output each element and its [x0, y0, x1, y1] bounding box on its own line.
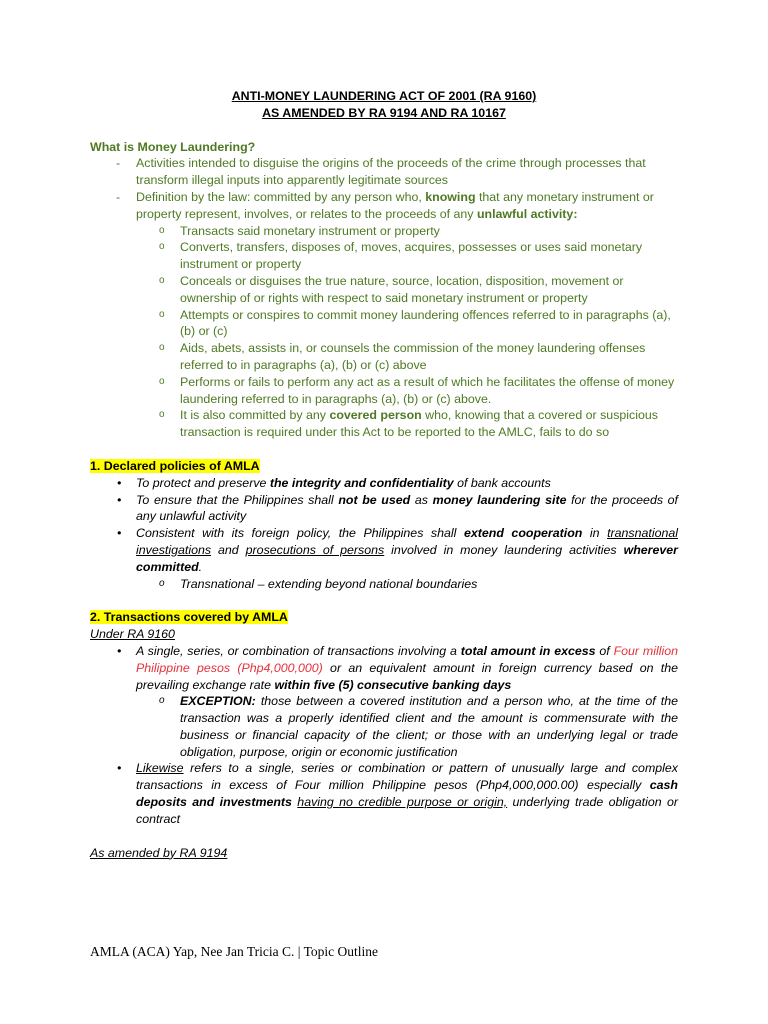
- transactions-list: [90, 643, 678, 693]
- list-item: o EXCEPTION: those between a covered institution and a person who, at the time of the transaction was a properly identified client and the amount is commensurate with the business or financial capacity of the client; or those with an underlying legal or trade obligation, purpose, origin or economic justification: [90, 693, 678, 760]
- list-item: • To protect and preserve the integrity and confidentiality of bank accounts: [90, 475, 678, 492]
- exception-list: [90, 693, 678, 760]
- section-policies: [90, 458, 678, 592]
- subheading-as-amended: As amended by RA 9194: [90, 845, 228, 860]
- section-heading-policies: 1. Declared policies of AMLA: [90, 458, 260, 473]
- transactions-list-2: [90, 760, 678, 827]
- subheading-under-ra-9160: Under RA 9160: [90, 627, 175, 642]
- list-item: o Transacts said monetary instrument or property: [90, 223, 678, 240]
- list-item: o Transnational – extending beyond national boundaries: [90, 576, 678, 593]
- section-heading-what-is: What is Money Laundering?: [90, 139, 256, 154]
- definition-list: [90, 155, 678, 222]
- list-item: • A single, series, or combination of transactions involving a total amount in excess of Four million Philippine pesos (Php4,000,000) or an equivalent amount in foreign currency based on the prevailing exchange rate within five (5) consecutive banking days: [90, 643, 678, 693]
- doc-title-line2: AS AMENDED BY RA 9194 AND RA 10167: [262, 105, 506, 120]
- list-item: • Consistent with its foreign policy, the Philippines shall extend cooperation in transnational investigations and prosecutions of persons involved in money laundering activities wherever committed.: [90, 525, 678, 575]
- policies-sublist: [90, 576, 678, 593]
- list-item: o Performs or fails to perform any act as a result of which he facilitates the offense of money laundering referred to in paragraphs (a), (b) or (c) above.: [90, 374, 678, 408]
- section-heading-transactions: 2. Transactions covered by AMLA: [90, 610, 288, 625]
- page-footer: AMLA (ACA) Yap, Nee Jan Tricia C. | Topic Outline: [90, 944, 379, 959]
- doc-title-line1: ANTI-MONEY LAUNDERING ACT OF 2001 (RA 9160): [231, 89, 537, 103]
- definition-item: - Activities intended to disguise the origins of the proceeds of the crime through processes that transform illegal inputs into apparently legitimate sources: [90, 155, 678, 189]
- policies-list: [90, 475, 678, 576]
- list-item: • To ensure that the Philippines shall not be used as money laundering site for the proceeds of any unlawful activity: [90, 492, 678, 526]
- list-item: o Aids, abets, assists in, or counsels the commission of the money laundering offenses referred to in paragraphs (a), (b) or (c) above: [90, 340, 678, 374]
- list-item: • Likewise refers to a single, series or combination or pattern of unusually large and complex transactions in excess of Four million Philippine pesos (Php4,000,000.00) especially cash deposits and investments having no credible purpose or origin, underlying trade obligation or contract: [90, 760, 678, 827]
- list-item: o Conceals or disguises the true nature, source, location, disposition, movement or ownership of or rights with respect to said monetary instrument or property: [90, 273, 678, 307]
- definition-item: - Definition by the law: committed by any person who, knowing that any monetary instrument or property represent, involves, or relates to the proceeds of any unlawful activity:: [90, 189, 678, 223]
- acts-list: [90, 223, 678, 441]
- list-item: o It is also committed by any covered person who, knowing that a covered or suspicious transaction is required under this Act to be reported to the AMLC, fails to do so: [90, 407, 678, 441]
- document-page: [90, 88, 678, 861]
- section-transactions: [90, 609, 678, 861]
- section-what-is: [90, 139, 678, 441]
- list-item: o Attempts or conspires to commit money laundering offences referred to in paragraphs (a), (b) or (c): [90, 307, 678, 341]
- list-item: o Converts, transfers, disposes of, moves, acquires, possesses or uses said monetary instrument or property: [90, 239, 678, 273]
